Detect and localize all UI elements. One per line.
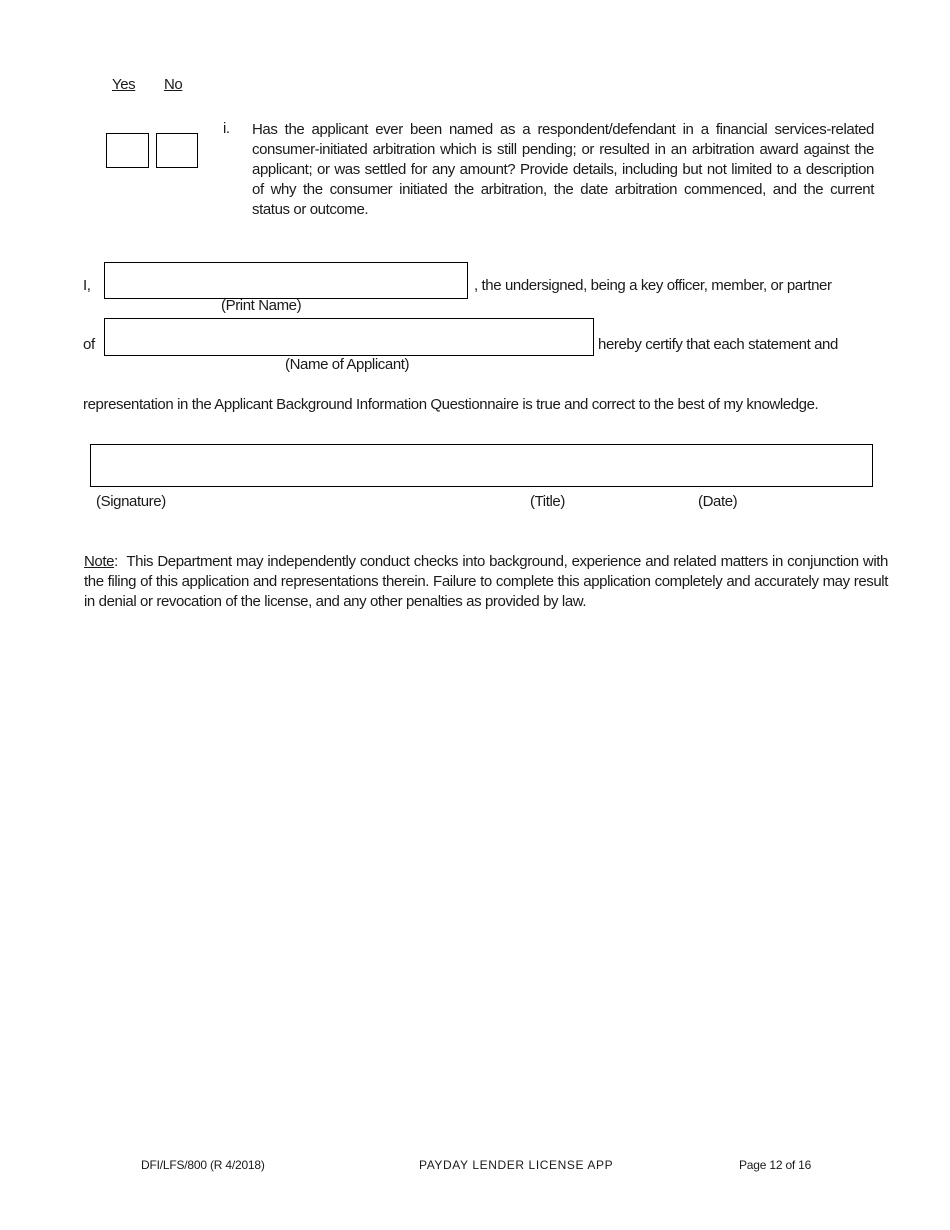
signature-field[interactable]	[90, 444, 873, 487]
applicant-name-field[interactable]	[104, 318, 594, 356]
note-label: Note	[84, 553, 115, 570]
date-caption: (Date)	[698, 493, 738, 510]
print-name-field[interactable]	[104, 262, 468, 299]
footer-form-id: DFI/LFS/800 (R 4/2018)	[141, 1158, 265, 1172]
title-caption: (Title)	[530, 493, 565, 510]
print-name-caption: (Print Name)	[221, 297, 302, 314]
no-header: No	[164, 76, 183, 93]
question-marker: i.	[223, 120, 230, 137]
i-prefix: I,	[83, 277, 91, 294]
after-applicant-text: hereby certify that each statement and	[598, 336, 838, 353]
signature-caption: (Signature)	[96, 493, 166, 510]
footer-center-title: PAYDAY LENDER LICENSE APP	[419, 1158, 614, 1172]
yes-checkbox[interactable]	[106, 133, 149, 168]
yes-header: Yes	[112, 76, 136, 93]
applicant-caption: (Name of Applicant)	[285, 356, 410, 373]
note-colon: :	[114, 553, 118, 570]
note-text: This Department may independently conduct checks into background, experience and related matters in conjunction with the filing of this application and representations therein. Failure to complete this application completely and accurately may result in denial or revocation of the license, and any other penalties as provided by law.	[84, 553, 888, 610]
footer-page-number: Page 12 of 16	[739, 1158, 812, 1172]
no-checkbox[interactable]	[156, 133, 198, 168]
question-text: Has the applicant ever been named as a respondent/defendant in a financial services-related consumer-initiated arbitration which is still pending; or resulted in an arbitration award against the applicant; or was settled for any amount? Provide details, including but not limited to a description of why the consumer initiated the arbitration, the date arbitration commenced, and the current status or outcome.	[252, 121, 874, 218]
note-paragraph	[84, 552, 888, 612]
after-name-text: , the undersigned, being a key officer, member, or partner	[474, 277, 832, 294]
certification-continuation: representation in the Applicant Background Information Questionnaire is true and correct to the best of my knowledge.	[83, 396, 819, 413]
of-prefix: of	[83, 336, 95, 353]
